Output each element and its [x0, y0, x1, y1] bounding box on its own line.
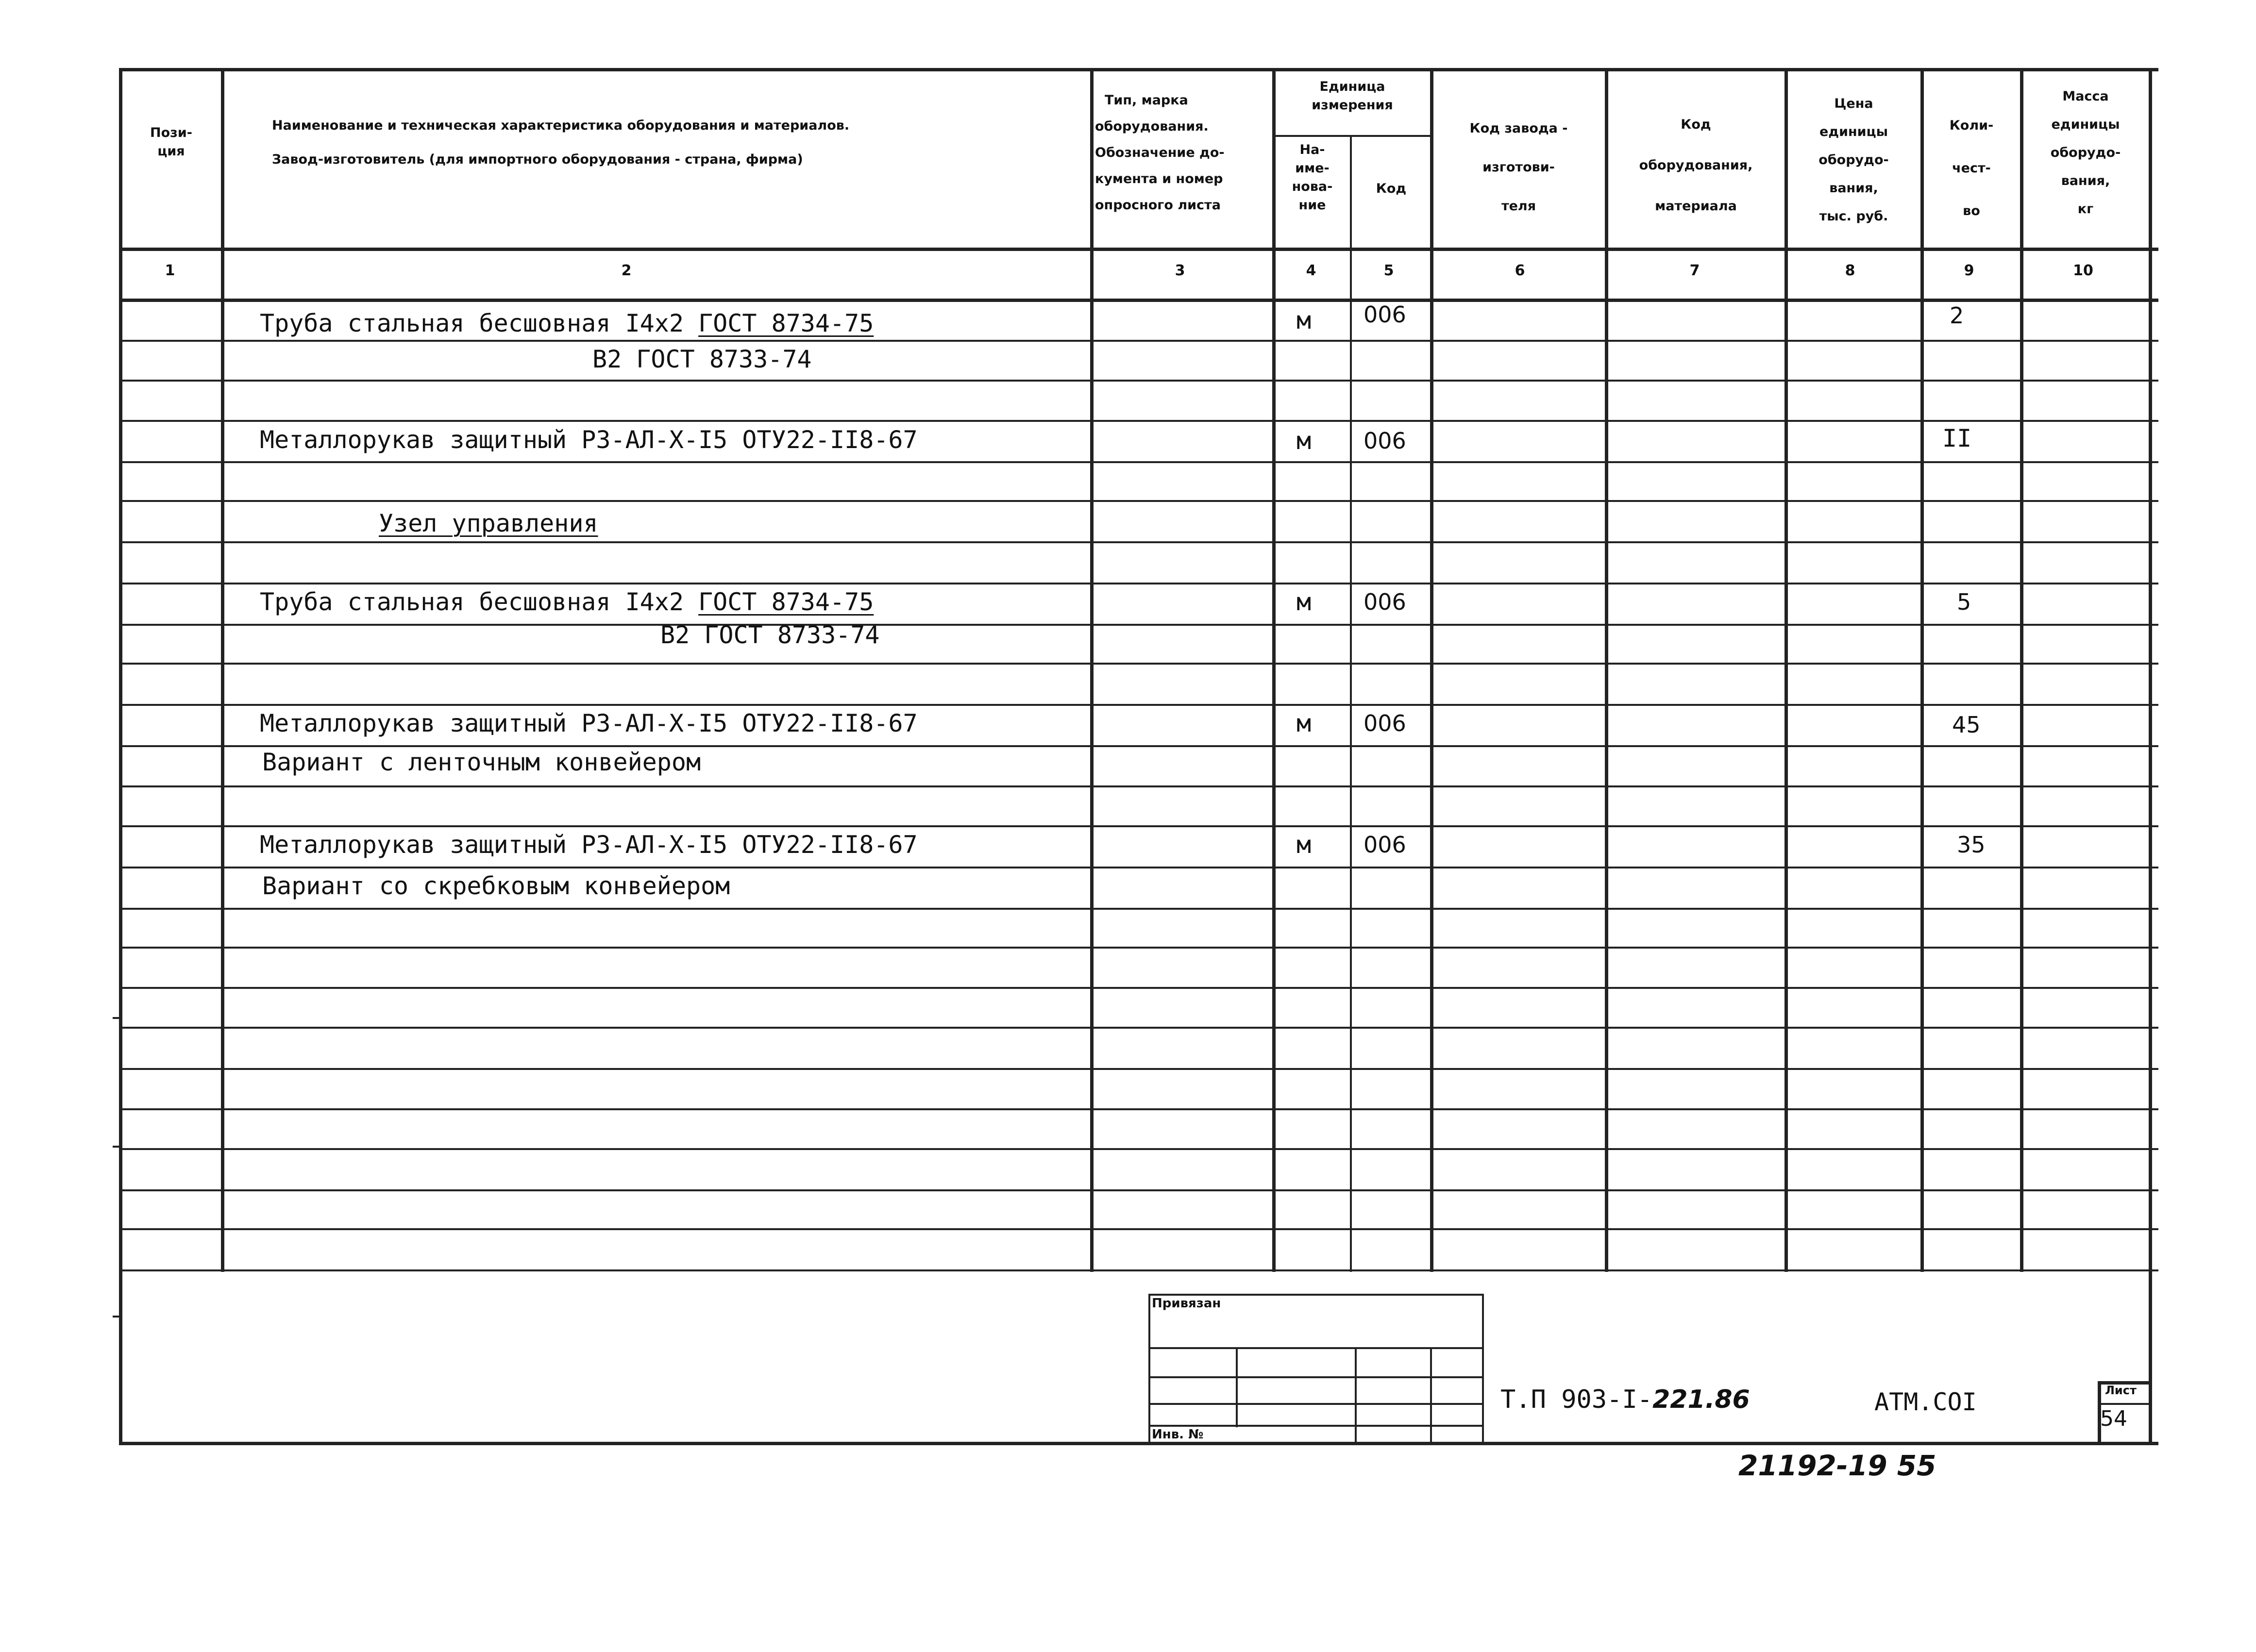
qty-cell: 2: [1950, 302, 1964, 329]
unit-cell: м: [1296, 306, 1312, 334]
unit-cell: м: [1296, 427, 1312, 455]
table-row: В2 ГОСТ 8733-74: [592, 345, 812, 373]
sheet-label: Лист: [2105, 1384, 2137, 1397]
section-title: Узел управления: [379, 509, 598, 537]
privyazan-label: Привязан: [1152, 1296, 1221, 1311]
col-num-3: 3: [1175, 262, 1185, 279]
header-position: Пози- ция: [150, 125, 192, 159]
col-num-5: 5: [1383, 262, 1394, 279]
inv-no-label: Инв. №: [1152, 1427, 1204, 1442]
table-row: Труба стальная бесшовная I4х2 ГОСТ 8734-75: [260, 309, 874, 337]
header-unit-group: Единица измерения: [1312, 79, 1393, 113]
note-line: Вариант с ленточным конвейером: [262, 748, 701, 776]
table-row: Металлорукав защитный РЗ-АЛ-Х-I5 ОТУ22-II8-67: [260, 709, 918, 737]
table-row: Металлорукав защитный РЗ-АЛ-Х-I5 ОТУ22-II8-67: [260, 831, 918, 859]
unit-cell: м: [1296, 588, 1312, 616]
sheet-number: 54: [2100, 1406, 2127, 1431]
header-unit-code: Код: [1376, 181, 1407, 196]
qty-cell: 45: [1952, 712, 1981, 738]
unit-cell: м: [1296, 709, 1312, 737]
header-factory-code: Код завода - изготови- теля: [1469, 121, 1568, 214]
unit-cell: м: [1296, 831, 1312, 859]
col-num-7: 7: [1689, 262, 1700, 279]
col-num-10: 10: [2073, 262, 2093, 279]
col-num-2: 2: [621, 262, 632, 279]
qty-cell: 35: [1957, 832, 1986, 858]
col-num-8: 8: [1845, 262, 1855, 279]
table-row: В2 ГОСТ 8733-74: [660, 621, 880, 649]
qty-cell: II: [1942, 424, 1972, 452]
col-num-6: 6: [1515, 262, 1525, 279]
header-equipment-code: Код оборудования, материала: [1639, 117, 1753, 214]
code-cell: 006: [1364, 832, 1406, 858]
header-unit-name: На- име- нова- ние: [1292, 142, 1333, 213]
header-type-mark: Тип, марка оборудования. Обозначение до- кумента и номер опросного листа: [1095, 93, 1225, 213]
header-mass: Масса единицы оборудо- вания, кг: [2050, 89, 2121, 217]
table-row: Труба стальная бесшовная I4х2 ГОСТ 8734-75: [260, 588, 874, 616]
code-cell: 006: [1364, 589, 1406, 615]
code-cell: 006: [1364, 710, 1406, 736]
document-code: Т.П 903-I-221.86: [1500, 1385, 1750, 1414]
header-quantity: Коли- чест- во: [1949, 118, 1994, 218]
qty-cell: 5: [1957, 589, 1971, 615]
header-price: Цена единицы оборудо- вания, тыс. руб.: [1818, 96, 1889, 224]
col-num-1: 1: [165, 262, 175, 279]
document-mark: АТМ.СОI: [1874, 1388, 1977, 1416]
code-cell: 006: [1364, 301, 1406, 328]
note-line: Вариант со скребковым конвейером: [262, 872, 730, 900]
col-num-4: 4: [1306, 262, 1316, 279]
handwritten-registration-number: 21192-19 55: [1738, 1449, 1936, 1482]
col-num-9: 9: [1964, 262, 1974, 279]
code-cell: 006: [1364, 428, 1406, 454]
table-row: Металлорукав защитный РЗ-АЛ-Х-I5 ОТУ22-II8-67: [260, 426, 918, 454]
header-name: Наименование и техническая характеристика оборудования и материалов. Завод-изготовитель (для импортного оборудования - страна, фирма): [272, 118, 850, 167]
